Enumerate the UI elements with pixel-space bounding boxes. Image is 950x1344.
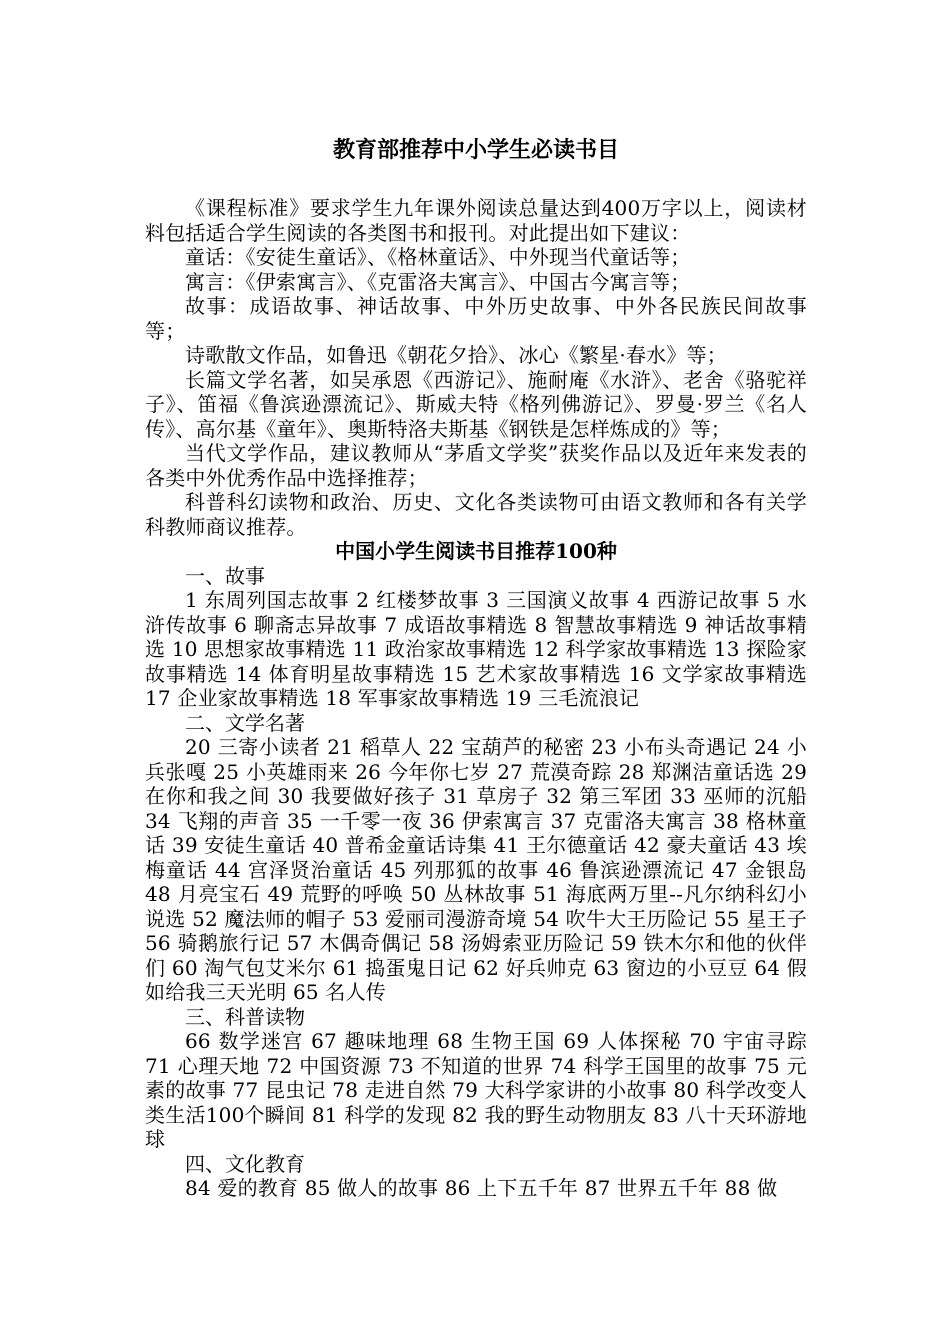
intro-paragraph: 诗歌散文作品，如鲁迅《朝花夕拾》、冰心《繁星·春水》等；: [185, 343, 727, 367]
document-title: 教育部推荐中小学生必读书目: [332, 137, 619, 163]
intro-block: [145, 196, 807, 539]
intro-paragraph: 当代文学作品，建议教师从“茅盾文学奖”获奖作品以及近年来发表的各类中外优秀作品中选择推荐；: [145, 441, 807, 490]
section-stories: [145, 564, 807, 711]
section-body: 1 东周列国志故事 2 红楼梦故事 3 三国演义故事 4 西游记故事 5 水浒传故事 6 聊斋志异故事 7 成语故事精选 8 智慧故事精选 9 神话故事精选 10 思想家故事精选 11 政治家故事精选 12 科学家故事精选 13 探险家故事精选 14 体育明星故事精选 15 艺术家故事精选 16 文学家故事精选 17 企业家故事精选 18 军事家故事精选 19 三毛流浪记: [145, 588, 807, 710]
intro-paragraph: 《课程标准》要求学生九年课外阅读总量达到400万字以上，阅读材料包括适合学生阅读的各类图书和报刊。对此提出如下建议：: [145, 196, 807, 245]
section-heading: 四、文化教育: [185, 1151, 305, 1176]
intro-paragraph: 长篇文学名著，如吴承恩《西游记》、施耐庵《水浒》、老舍《骆驼祥子》、笛福《鲁滨逊漂流记》、斯威夫特《格列佛游记》、罗曼·罗兰《名人传》、高尔基《童年》、奥斯特洛夫斯基《钢铁是怎样炼成的》等；: [145, 367, 807, 441]
intro-paragraph: 故事：成语故事、神话故事、中外历史故事、中外各民族民间故事等；: [145, 294, 807, 343]
intro-paragraph: 科普科幻读物和政治、历史、文化各类读物可由语文教师和各有关学科教师商议推荐。: [145, 490, 807, 539]
section-literature: [145, 711, 807, 1005]
section-culture: [145, 1152, 807, 1201]
section-heading: 二、文学名著: [185, 710, 305, 735]
section-body: 84 爱的教育 85 做人的故事 86 上下五千年 87 世界五千年 88 做: [185, 1176, 778, 1200]
book-list-title: 中国小学生阅读书目推荐100种: [335, 539, 617, 563]
document-page: [145, 130, 807, 1201]
section-body: 20 三寄小读者 21 稻草人 22 宝葫芦的秘密 23 小布头奇遇记 24 小兵张嘎 25 小英雄雨来 26 今年你七岁 27 荒漠奇踪 28 郑渊洁童话选 29 在你和我之间 30 我要做好孩子 31 草房子 32 第三军团 33 巫师的沉船 34 飞翔的声音 35 一千零一夜 36 伊索寓言 37 克雷洛夫寓言 38 格林童话 39 安徒生童话 40 普希金童话诗集 41 王尔德童话 42 豪夫童话 43 埃梅童话 44 宫泽贤治童话 45 列那狐的故事 46 鲁滨逊漂流记 47 金银岛 48 月亮宝石 49 荒野的呼唤 50 丛林故事 51 海底两万里--凡尔纳科幻小说选 52 魔法师的帽子 53 爱丽司漫游奇境 54 吹牛大王历险记 55 星王子 56 骑鹅旅行记 57 木偶奇偶记 58 汤姆索亚历险记 59 铁木尔和他的伙伴们 60 淘气包艾米尔 61 捣蛋鬼日记 62 好兵帅克 63 窗边的小豆豆 64 假如给我三天光明 65 名人传: [145, 735, 807, 1004]
section-heading: 一、故事: [185, 563, 265, 588]
section-science: [145, 1005, 807, 1152]
section-heading: 三、科普读物: [185, 1004, 305, 1029]
intro-paragraph: 童话：《安徒生童话》、《格林童话》、中外现当代童话等；: [185, 245, 691, 269]
intro-paragraph: 寓言：《伊索寓言》、《克雷洛夫寓言》、中国古今寓言等；: [185, 269, 691, 294]
section-body: 66 数学迷宫 67 趣味地理 68 生物王国 69 人体探秘 70 宇宙寻踪 71 心理天地 72 中国资源 73 不知道的世界 74 科学王国里的故事 75 元素的故事 77 昆虫记 78 走进自然 79 大科学家讲的小故事 80 科学改变人类生活100个瞬间 81 科学的发现 82 我的野生动物朋友 83 八十天环游地球: [145, 1029, 807, 1151]
